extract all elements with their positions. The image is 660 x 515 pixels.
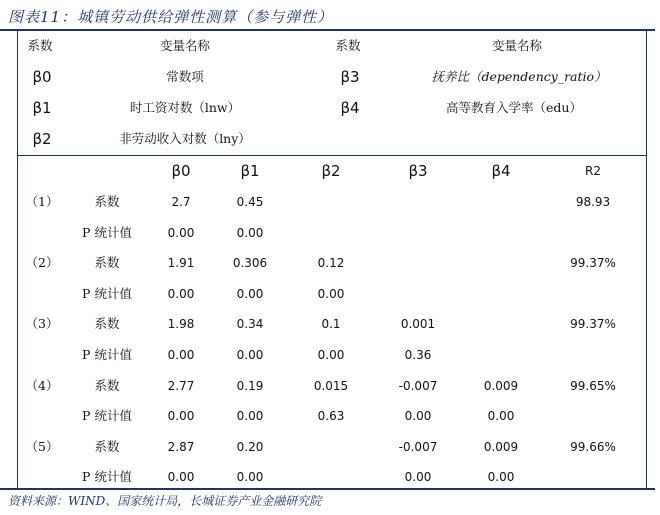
coefficient-cell: 98.93 <box>575 195 611 209</box>
p-value-cell: 0.63 <box>317 409 345 424</box>
legend-variable-name: 时工资对数（lnw） <box>129 100 241 115</box>
results-header-b0: β0 <box>171 162 191 180</box>
coefficient-cell: -0.007 <box>398 378 438 393</box>
coefficient-cell: 2.77 <box>167 378 195 393</box>
row-label-p-value: P 统计值 <box>82 469 132 485</box>
row-label-p-value: P 统计值 <box>82 224 132 240</box>
coefficient-cell: -0.007 <box>398 439 438 454</box>
coefficient-cell: 2.7 <box>171 195 191 209</box>
model-label: （2） <box>25 255 59 271</box>
section-divider <box>17 155 647 156</box>
coefficient-cell: 99.65% <box>570 378 616 393</box>
p-value-cell: 0.00 <box>236 348 264 362</box>
p-value-cell: 0.00 <box>404 470 432 485</box>
p-value-cell: 0.00 <box>317 286 345 301</box>
legend-header-coef-1: 系数 <box>27 38 53 53</box>
p-value-cell: 0.00 <box>487 409 515 424</box>
coefficient-cell: 1.98 <box>167 317 195 332</box>
table-top-border <box>0 29 655 31</box>
coefficient-cell: 99.66% <box>570 439 616 454</box>
table-left-border <box>17 31 18 488</box>
legend-symbol: β0 <box>32 68 52 86</box>
row-label-coefficient: 系数 <box>94 255 120 271</box>
results-header-b2: β2 <box>321 162 341 180</box>
results-header-b3: β3 <box>408 162 428 180</box>
p-value-cell: 0.00 <box>487 470 515 485</box>
coefficient-cell: 2.87 <box>167 439 195 454</box>
p-value-cell: 0.00 <box>236 225 264 240</box>
coefficient-cell: 0.009 <box>483 378 519 393</box>
p-value-cell: 0.00 <box>236 470 264 485</box>
row-label-coefficient: 系数 <box>94 316 120 332</box>
legend-variable-name: 高等教育入学率（edu） <box>446 100 582 115</box>
legend-symbol: β2 <box>32 130 52 148</box>
p-value-cell: 0.00 <box>167 286 195 301</box>
coefficient-cell: 1.91 <box>167 256 195 271</box>
coefficient-cell: 0.19 <box>236 378 264 393</box>
source-note: 资料来源：WIND、国家统计局，长城证券产业金融研究院 <box>8 494 322 508</box>
coefficient-cell: 0.015 <box>313 378 349 393</box>
model-label: （4） <box>25 377 59 393</box>
coefficient-cell: 0.306 <box>232 256 268 271</box>
coefficient-cell: 0.34 <box>236 317 264 332</box>
p-value-cell: 0.00 <box>236 409 264 424</box>
results-header-b1: β1 <box>240 162 260 180</box>
legend-variable-name: 常数项 <box>166 69 204 84</box>
row-label-p-value: P 统计值 <box>82 408 132 424</box>
coefficient-cell: 0.1 <box>321 317 341 332</box>
row-label-coefficient: 系数 <box>94 194 120 209</box>
row-label-coefficient: 系数 <box>94 438 120 454</box>
p-value-cell: 0.36 <box>404 348 432 362</box>
legend-header-name-1: 变量名称 <box>159 38 211 53</box>
row-label-p-value: P 统计值 <box>82 285 132 301</box>
p-value-cell: 0.00 <box>317 348 345 362</box>
model-label: （5） <box>25 438 59 454</box>
p-value-cell: 0.00 <box>167 348 195 362</box>
legend-symbol: β3 <box>340 68 360 86</box>
table-right-border <box>646 31 647 488</box>
coefficient-cell: 0.45 <box>236 195 264 209</box>
legend-symbol: β4 <box>340 99 360 117</box>
coefficient-cell: 0.20 <box>236 439 264 454</box>
legend-symbol: β1 <box>32 99 52 117</box>
results-header-b4: β4 <box>491 162 511 180</box>
p-value-cell: 0.00 <box>167 225 195 240</box>
row-label-coefficient: 系数 <box>94 377 120 393</box>
legend-header-coef-2: 系数 <box>335 38 361 53</box>
coefficient-cell: 99.37% <box>570 317 616 332</box>
row-label-p-value: P 统计值 <box>82 347 132 362</box>
p-value-cell: 0.00 <box>404 409 432 424</box>
model-label: （1） <box>25 194 59 209</box>
figure-title: 图表11：城镇劳动供给弹性测算（参与弹性） <box>8 8 334 26</box>
coefficient-cell: 0.12 <box>317 256 345 271</box>
p-value-cell: 0.00 <box>167 470 195 485</box>
model-label: （3） <box>25 316 59 332</box>
results-header-r2: R2 <box>585 164 601 178</box>
p-value-cell: 0.00 <box>167 409 195 424</box>
p-value-cell: 0.00 <box>236 286 264 301</box>
coefficient-cell: 0.001 <box>400 317 436 332</box>
coefficient-cell: 0.009 <box>483 439 519 454</box>
legend-variable-name: 非劳动收入对数（lny） <box>119 131 251 146</box>
legend-variable-name: 抚养比（dependency_ratio） <box>431 69 607 84</box>
legend-header-name-2: 变量名称 <box>491 38 543 53</box>
coefficient-cell: 99.37% <box>570 256 616 271</box>
table-bottom-border <box>0 488 655 490</box>
